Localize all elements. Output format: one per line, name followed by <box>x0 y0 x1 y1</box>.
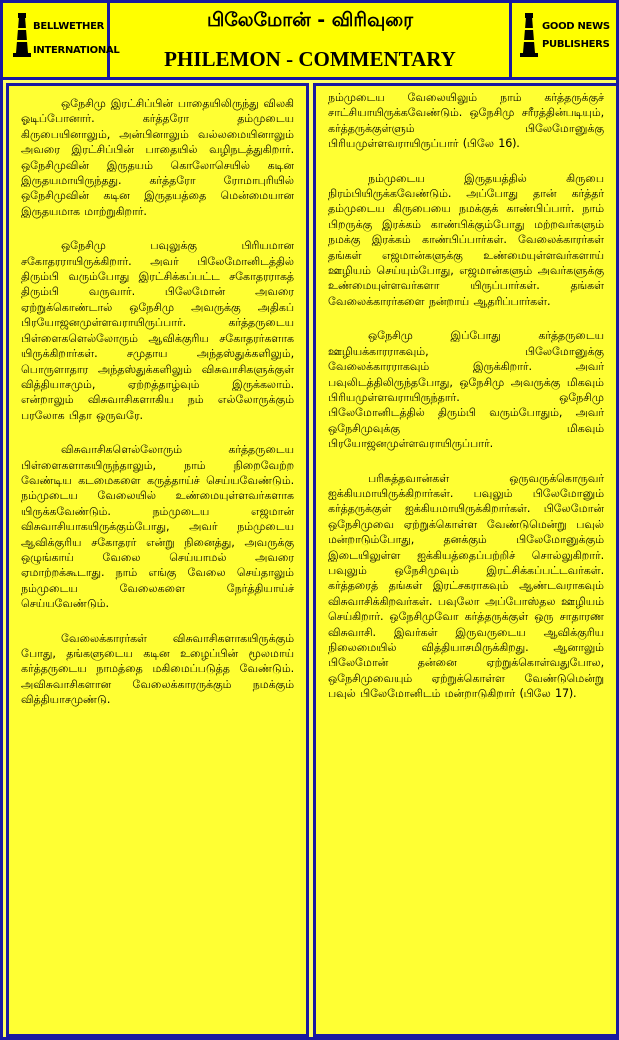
good-news-logo <box>509 3 616 77</box>
right-column <box>313 83 619 1037</box>
paragraph: ஒநேசிமு இரட்சிப்பின் பாதையிலிருந்து விலகி ஓடிப்போனார். கர்த்தரோ தம்முடைய கிருபையினாலும், அன்பினாலும் வல்லமையினாலும் அவரை இரட்சிப்பின் பாதையில் வழிநடத்துகிறார். ஒநேசிமுவின் இருதயம் கொலோசெயில் கடின இருதயமாயிருந்தது. கர்த்தரோ ரோமாபுரியில் ஒநேசிமுவின் கடின இருதயத்தை மென்மையான இருதயமாக மாற்றுகிறார். <box>21 97 294 218</box>
title-english: PHILEMON - COMMENTARY <box>164 47 456 71</box>
paragraph: நம்முடைய வேலையிலும் நாம் கர்த்தருக்குச் சாட்சியாயிருக்கவேண்டும். ஒநேசிமு சரீரத்தின்படியும், கர்த்தருக்குள்ளும் பிலேமோனுக்கு பிரியமுள்ளவராயிருப்பார் (பிலே 16). <box>328 91 604 151</box>
bellwether-line1: BELLWETHER <box>33 21 105 32</box>
paragraph: வேலைக்காரர்கள் விசுவாசிகளாகயிருக்கும் போது, தங்களுடைய கடின உழைப்பின் மூலமாய் கர்த்தருடைய நாமத்தை மகிமைப்படுத்த வேண்டும். அவிசுவாசிகளான வேலைக்காரருக்கும் நமக்கும் வித்தியாசமுண்டு. <box>21 631 294 707</box>
title-tamil: பிலேமோன் - விரிவுரை <box>206 9 414 31</box>
good-news-line2: PUBLISHERS <box>542 39 610 50</box>
lighthouse-icon <box>11 13 33 57</box>
paragraph: நம்முடைய இருதயத்தில் கிருபை நிரம்பியிருக்கவேண்டும். அப்போது தான் கர்த்தர் தம்முடைய கிருபையை நமக்குக் காண்பிப்பார். நாம் பிறருக்கு இரக்கம் காண்பிக்கும்போது மற்றவர்களும் நமக்கு இரக்கம் காண்பிப்பார்கள். வேலைக்காரர்கள் தங்கள் எஜமான்களுக்கு உண்மையுள்ளவர்களாய் ஊழியம் செய்யும்போது, எஜமான்களும் அவர்களுக்கு உண்மையுள்ளவர்களா யிருப்பார்கள். தங்கள் வேலைக்காரர்களை நன்றாய் ஆதரிப்பார்கள். <box>328 171 604 308</box>
header <box>3 3 616 80</box>
left-column <box>6 83 309 1037</box>
paragraph: விசுவாசிகளெல்லோரும் கர்த்தருடைய பிள்ளைகளாகயிருந்தாலும், நாம் நிறைவேற்ற வேண்டிய கடமைகளை கருத்தாய்ச் செய்யவேண்டும். நம்முடைய வேலையில் உண்மையுள்ளவர்களாக யிருக்கவேண்டும். நம்முடைய எஜமான் விசுவாசியாகயிருக்கும்போது, அவர் நம்முடைய ஆவிக்குரிய சகோதரர் என்று நினைத்து, அவருக்கு ஒழுங்காய் வேலை செய்யாமல் அவரை ஏமாற்றக்கூடாது. நாம் எங்கு வேலை செய்தாலும் நம்முடைய வேலைகளை நேர்த்தியாய்ச் செய்யவேண்டும். <box>21 443 294 611</box>
bellwether-line2: INTERNATIONAL <box>33 45 120 56</box>
paragraph: ஒநேசிமு இப்போது கர்த்தருடைய ஊழியக்காரராகவும், பிலேமோனுக்கு வேலைக்காரராகவும் இருக்கிறார். அவர் பவுலிடத்திலிருந்தபோது, ஒநேசிமு அவருக்கு மிகவும் பிரியமுள்ளவராயிருந்தார். ஒநேசிமு பிலேமோனிடத்தில் திரும்பி வரும்போதும், அவர் ஒநேசிமுவுக்கு மிகவும் பிரயோஜனமுள்ளவராயிருப்பார். <box>328 329 604 451</box>
paragraph: பரிசுத்தவான்கள் ஒருவருக்கொருவர் ஐக்கியமாயிருக்கிறார்கள். பவுலும் பிலேமோனும் கர்த்தருக்குள் ஐக்கியமாயிருக்கிறார்கள். பிலேமோன் ஒநேசிமுவை ஏற்றுக்கொள்ள வேண்டுமென்று பவுல் மன்றாடும்போது, தனக்கும் பிலேமோனுக்கும் இடையிலுள்ள ஐக்கியத்தைப்பற்றிச் சொல்லுகிறார். பவுலும் ஒநேசிமுவும் இரட்சிக்கப்பட்டவர்கள். கர்த்தரைத் தங்கள் இரட்சகராகவும் ஆண்டவராகவும் விசுவாசிக்கிறவர்கள். பவுலோ அப்போஸ்தல ஊழியம் செய்கிறார். ஒநேசிமுவோ கர்த்தருக்குள் ஒரு சாதாரண விசுவாசி. இவர்கள் இருவருடைய ஆவிக்குரிய நிலைமையில் வித்தியாசமிருக்கிறது. ஆனாலும் பிலேமோன் தன்னை ஏற்றுக்கொள்வதுபோல, ஒநேசிமுவையும் ஏற்றுக்கொள்ள வேண்டுமென்று பவுல் பிலேமோனிடம் மன்றாடுகிறார் (பிலே 17). <box>328 471 604 701</box>
bellwether-logo <box>3 3 120 77</box>
lighthouse-icon <box>518 13 540 57</box>
paragraph: ஒநேசிமு பவுலுக்கு பிரியமான சகோதரராயிருக்கிறார். அவர் பிலேமோனிடத்தில் திரும்பி வரும்போது இரட்சிக்கப்பட்ட சகோதரராகத் திரும்பி வருவார். பிலேமோன் அவரை ஏற்றுக்கொண்டால் ஒநேசிமு அவருக்கு அதிகப் பிரயோஜனமுள்ளவராயிருப்பார். கர்த்தருடைய பிள்ளைகளெல்லோரும் ஆவிக்குரிய சகோதரர்களாக யிருக்கிறார்கள். சமுதாய அந்தஸ்துக்களிலும், பொருளாதார அந்தஸ்துக்களிலும் விசுவாசிகளுக்குள் வித்தியாசமும், ஏற்றத்தாழ்வும் இருக்கலாம். என்றாலும் விசுவாசிகளாகிய நம் எல்லோருக்கும் பரலோக பிதா ஒருவரே. <box>21 239 294 422</box>
good-news-line1: GOOD NEWS <box>542 21 610 32</box>
